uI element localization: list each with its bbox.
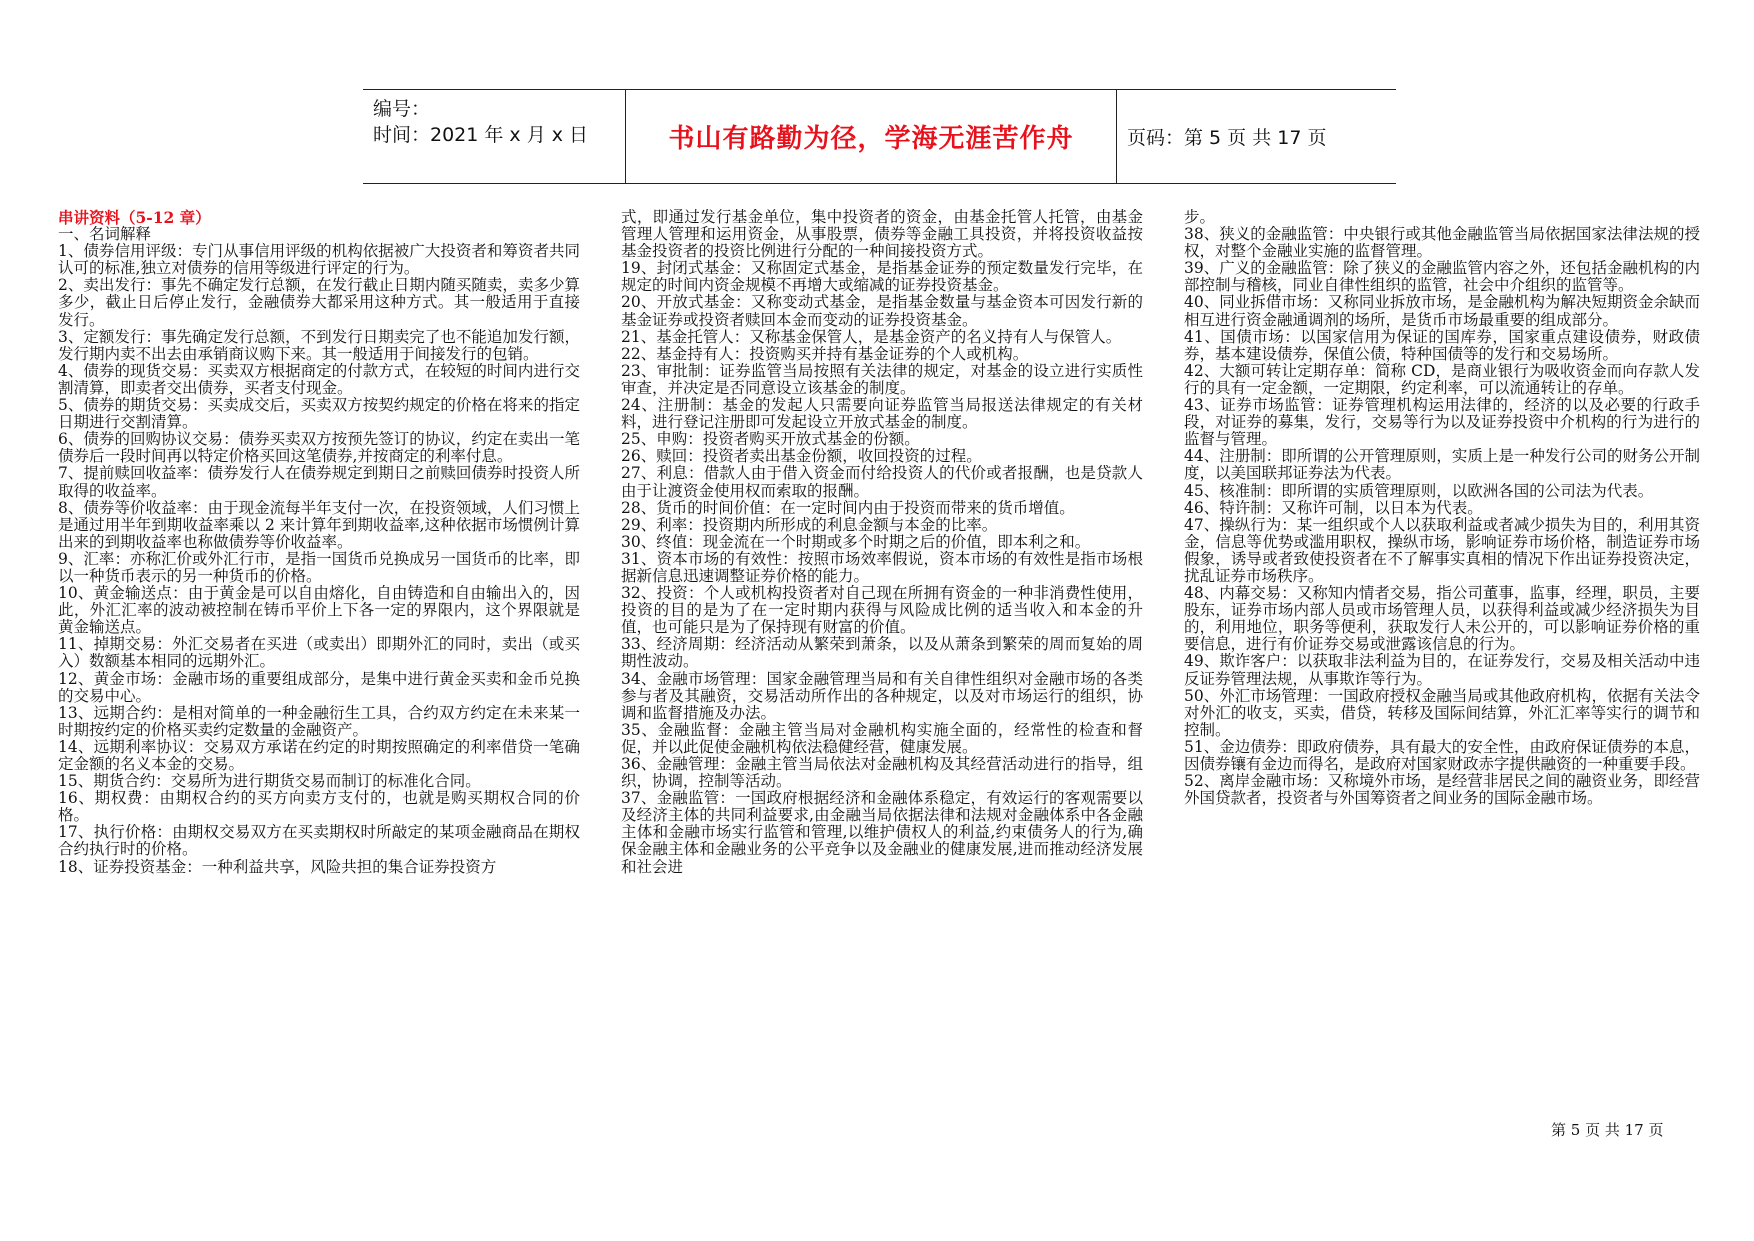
header-motto: 书山有路勤为径，学海无涯苦作舟 — [668, 124, 1074, 154]
definition-entry: 25、申购：投资者购买开放式基金的份额。 — [621, 430, 920, 449]
definition-entry: 11、掉期交易：外汇交易者在买进（或卖出）即期外汇的同时，卖出（或买入）数额基本相同的远期外汇。 — [58, 635, 580, 671]
definition-entry: 49、欺诈客户：以获取非法利益为目的，在证券发行，交易及相关活动中违反证券管理法规，从事欺诈等行为。 — [1184, 652, 1700, 688]
page-footer: 第 5 页 共 17 页 — [1551, 1121, 1664, 1139]
definition-entry: 52、离岸金融市场：又称境外市场，是经营非居民之间的融资业务，即经营外国贷款者，投资者与外国筹资者之间业务的国际金融市场。 — [1184, 772, 1700, 808]
definition-entry: 1、债券信用评级：专门从事信用评级的机构依据被广大投资者和筹资者共同认可的标准,独立对债券的信用等级进行评定的行为。 — [58, 242, 580, 278]
definition-entry: 41、国债市场：以国家信用为保证的国库券，国家重点建设债券，财政债券，基本建设债券，保值公债，特种国债等的发行和交易场所。 — [1184, 327, 1700, 363]
definition-entry: 48、内幕交易：又称知内情者交易，指公司董事，监事，经理，职员，主要股东，证券市场内部人员或市场管理人员，以获得利益或减少经济损失为目的，利用地位，职务等便利，获取发行人未公开的，可以影响证券价格的重要信息，进行有价证券交易或泄露该信息的行为。 — [1184, 584, 1700, 654]
definition-entry: 5、债券的期货交易：买卖成交后，买卖双方按契约规定的价格在将来的指定日期进行交割清算。 — [58, 396, 580, 432]
definition-entry: 46、特许制：又称许可制，以日本为代表。 — [1184, 498, 1483, 517]
document-time: 时间：2021 年 x 月 x 日 — [373, 124, 589, 146]
definition-entry: 27、利息：借款人由于借入资金而付给投资人的代价或者报酬，也是贷款人由于让渡资金使用权而索取的报酬。 — [621, 464, 1143, 500]
definition-entry: 44、注册制：即所谓的公开管理原则，实质上是一种发行公司的财务公开制度，以美国联邦证券法为代表。 — [1184, 447, 1700, 483]
definition-entry: 16、期权费：由期权合约的买方向卖方支付的，也就是购买期权合同的价格。 — [58, 789, 580, 825]
definition-entry: 9、汇率：亦称汇价或外汇行市，是指一国货币兑换成另一国货币的比率，即以一种货币表示的另一种货币的价格。 — [58, 549, 580, 585]
definition-entry: 21、基金托管人：又称基金保管人，是基金资产的名义持有人与保管人。 — [621, 327, 1122, 346]
text-column-3 — [1184, 209, 1700, 1109]
definition-entry: 2、卖出发行：事先不确定发行总额，在发行截止日期内随买随卖，卖多少算多少，截止日后停止发行，金融债券大都采用这种方式。其一般适用于直接发行。 — [58, 276, 580, 329]
definition-entry: 一、名词解释 — [58, 225, 152, 244]
section-heading: 串讲资料（5-12 章） — [58, 209, 211, 227]
text-column-2 — [621, 209, 1143, 1109]
definition-entry: 8、债券等价收益率：由于现金流每半年支付一次，在投资领域，人们习惯上是通过用半年到期收益率乘以 2 来计算年到期收益率,这种依据市场惯例计算出来的到期收益率也称做债券等价收益率。 — [58, 498, 580, 551]
definition-entry: 51、金边债券：即政府债券，具有最大的安全性，由政府保证债券的本息，因债券镶有金边而得名，是政府对国家财政赤字提供融资的一种重要手段。 — [1184, 737, 1700, 773]
definition-entry: 36、金融管理：金融主管当局依法对金融机构及其经营活动进行的指导，组织，协调，控制等活动。 — [621, 755, 1143, 791]
definition-entry: 33、经济周期：经济活动从繁荣到萧条，以及从萧条到繁荣的周而复始的周期性波动。 — [621, 635, 1143, 671]
document-number-label: 编号： — [373, 98, 431, 120]
definition-entry: 31、资本市场的有效性：按照市场效率假说，资本市场的有效性是指市场根据新信息迅速调整证券价格的能力。 — [621, 549, 1143, 585]
header-meta — [363, 90, 625, 183]
definition-entry: 13、远期合约：是相对简单的一种金融衍生工具，合约双方约定在未来某一时期按约定的价格买卖约定数量的金融资产。 — [58, 703, 580, 739]
definition-entry: 30、终值：现金流在一个时期或多个时期之后的价值，即本利之和。 — [621, 532, 1091, 551]
definition-entry: 15、期货合约：交易所为进行期货交易而制订的标准化合同。 — [58, 772, 481, 791]
definition-entry: 18、证券投资基金：一种利益共享，风险共担的集合证券投资方 — [58, 857, 497, 876]
header-page-cell — [1115, 90, 1396, 183]
definition-entry: 式，即通过发行基金单位，集中投资者的资金，由基金托管人托管，由基金管理人管理和运用资金，从事股票，债券等金融工具投资，并将投资收益按基金投资者的投资比例进行分配的一种间接投资方式。 — [621, 209, 1143, 261]
definition-entry: 6、债券的回购协议交易：债券买卖双方按预先签订的协议，约定在卖出一笔债券后一段时间再以特定价格买回这笔债券,并按商定的利率付息。 — [58, 430, 580, 466]
definition-entry: 50、外汇市场管理：一国政府授权金融当局或其他政府机构，依据有关法令对外汇的收支，买卖，借贷，转移及国际间结算，外汇汇率等实行的调节和控制。 — [1184, 686, 1700, 739]
definition-entry: 3、定额发行：事先确定发行总额，不到发行日期卖完了也不能追加发行额，发行期内卖不出去由承销商议购下来。其一般适用于间接发行的包销。 — [58, 327, 580, 363]
definition-entry: 43、证券市场监管：证券管理机构运用法律的，经济的以及必要的行政手段，对证券的募集，发行，交易等行为以及证券投资中介机构的行为进行的监督与管理。 — [1184, 396, 1700, 449]
definition-entry: 39、广义的金融监管：除了狭义的金融监管内容之外，还包括金融机构的内部控制与稽核，同业自律性组织的监管，社会中介组织的监管等。 — [1184, 259, 1700, 295]
definition-entry: 42、大额可转让定期存单：简称 CD，是商业银行为吸收资金而向存款人发行的具有一定金额，一定期限，约定利率，可以流通转让的存单。 — [1184, 361, 1700, 397]
definition-entry: 35、金融监督：金融主管当局对金融机构实施全面的，经常性的检查和督促，并以此促使金融机构依法稳健经营，健康发展。 — [621, 720, 1143, 756]
document-header — [363, 89, 1396, 184]
definition-entry: 20、开放式基金：又称变动式基金，是指基金数量与基金资本可因发行新的基金证券或投资者赎回本金而变动的证券投资基金。 — [621, 293, 1143, 329]
definition-entry: 步。 — [1184, 209, 1216, 226]
definition-entry: 7、提前赎回收益率：债券发行人在债券规定到期日之前赎回债券时投资人所取得的收益率。 — [58, 464, 580, 500]
definition-entry: 29、利率：投资期内所形成的利息金额与本金的比率。 — [621, 515, 998, 534]
definition-entry: 45、核准制：即所谓的实质管理原则，以欧洲各国的公司法为代表。 — [1184, 481, 1654, 500]
definition-entry: 17、执行价格：由期权交易双方在买卖期权时所敲定的某项金融商品在期权合约执行时的价格。 — [58, 823, 580, 859]
definition-entry: 10、黄金输送点：由于黄金是可以自由熔化，自由铸造和自由输出入的，因此，外汇汇率的波动被控制在铸币平价上下各一定的界限内，这个界限就是黄金输送点。 — [58, 584, 580, 637]
definition-entry: 32、投资：个人或机构投资者对自己现在所拥有资金的一种非消费性使用，投资的目的是为了在一定时期内获得与风险成比例的适当收入和本金的升值，也可能只是为了保持现有财富的价值。 — [621, 584, 1143, 637]
definition-entry: 14、远期利率协议：交易双方承诺在约定的时期按照确定的利率借贷一笔确定金额的名义本金的交易。 — [58, 737, 580, 773]
definition-entry: 4、债券的现货交易：买卖双方根据商定的付款方式，在较短的时间内进行交割清算，即卖者交出债券，买者支付现金。 — [58, 361, 580, 397]
definition-entry: 28、货币的时间价值：在一定时间内由于投资而带来的货币增值。 — [621, 498, 1075, 517]
text-column-1 — [58, 209, 580, 1109]
definition-entry: 37、金融监管：一国政府根据经济和金融体系稳定，有效运行的客观需要以及经济主体的共同利益要求,由金融当局依据法律和法规对金融体系中各金融主体和金融市场实行监管和管理,以维护债权人的利益,约束债务人的行为,确保金融主体和金融业务的公平竞争以及金融业的健康发展,进而推动经济发展和社会进 — [621, 789, 1143, 876]
header-page-code: 页码：第 5 页 共 17 页 — [1127, 127, 1327, 149]
definition-entry: 12、黄金市场：金融市场的重要组成部分，是集中进行黄金买卖和金币兑换的交易中心。 — [58, 669, 580, 705]
definition-entry: 19、封闭式基金：又称固定式基金，是指基金证券的预定数量发行完毕，在规定的时间内资金规模不再增大或缩减的证券投资基金。 — [621, 259, 1143, 295]
definition-entry: 38、狭义的金融监管：中央银行或其他金融监管当局依据国家法律法规的授权，对整个金融业实施的监督管理。 — [1184, 225, 1700, 261]
definition-entry: 22、基金持有人：投资购买并持有基金证券的个人或机构。 — [621, 344, 1029, 363]
header-motto-cell — [625, 90, 1117, 183]
definition-entry: 23、审批制：证券监管当局按照有关法律的规定，对基金的设立进行实质性审查，并决定是否同意设立该基金的制度。 — [621, 361, 1143, 397]
definition-entry: 40、同业拆借市场：又称同业拆放市场，是金融机构为解决短期资金余缺而相互进行资金融通调剂的场所，是货币市场最重要的组成部分。 — [1184, 293, 1700, 329]
definition-entry: 26、赎回：投资者卖出基金份额，收回投资的过程。 — [621, 447, 982, 466]
definition-entry: 47、操纵行为：某一组织或个人以获取利益或者减少损失为目的，利用其资金，信息等优势或滥用职权，操纵市场，影响证券市场价格，制造证券市场假象，诱导或者致使投资者在不了解事实真相的情况下作出证券投资决定，扰乱证券市场秩序。 — [1184, 515, 1700, 585]
definition-entry: 24、注册制：基金的发起人只需要向证券监管当局报送法律规定的有关材料，进行登记注册即可发起设立开放式基金的制度。 — [621, 396, 1143, 432]
definition-entry: 34、金融市场管理：国家金融管理当局和有关自律性组织对金融市场的各类参与者及其融资，交易活动所作出的各种规定，以及对市场运行的组织，协调和监督措施及办法。 — [621, 669, 1143, 722]
